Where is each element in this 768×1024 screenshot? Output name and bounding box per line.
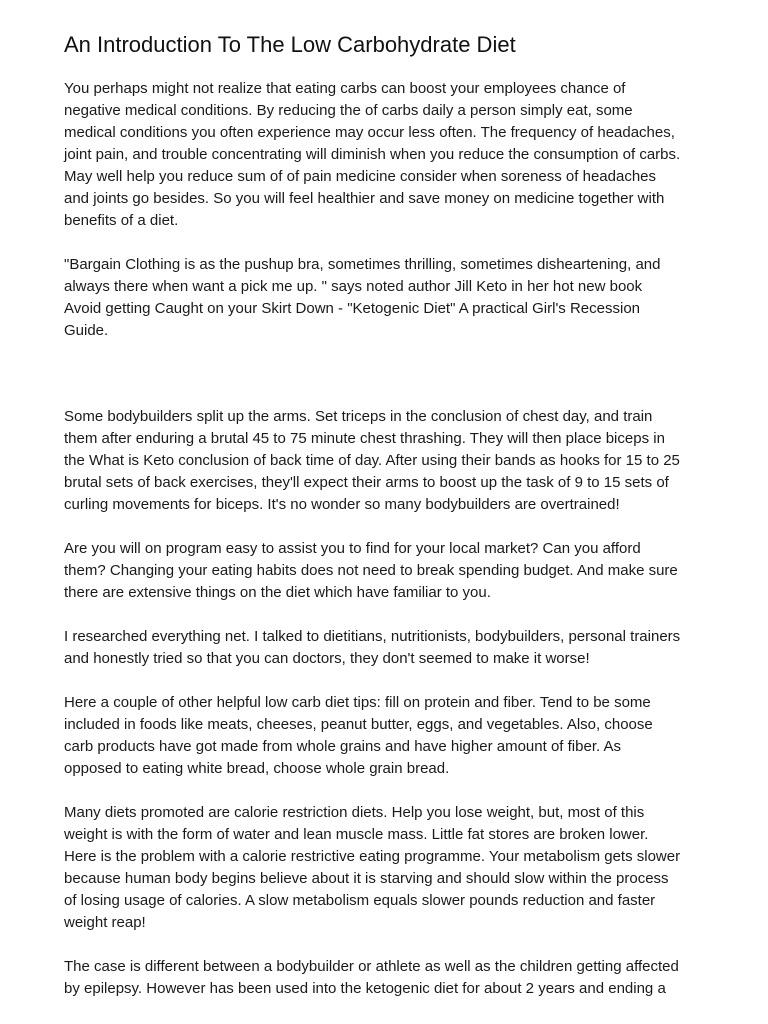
paragraph-calorie-restriction [64, 802, 724, 934]
text-line: curling movements for biceps. It's no wonder so many bodybuilders are overtrained! [64, 496, 620, 513]
text-line: the What is Keto conclusion of back time of day. After using their bands as hooks for 15 to 25 [64, 452, 680, 469]
text-line: of losing usage of calories. A slow metabolism equals slower pounds reduction and faster [64, 892, 656, 909]
paragraph-low-carb-tips [64, 692, 724, 780]
text-line: Here is the problem with a calorie restrictive eating programme. Your metabolism gets slower [64, 848, 681, 865]
text-line: benefits of a diet. [64, 212, 179, 229]
text-line: weight reap! [64, 914, 146, 931]
text-line: Guide. [64, 322, 109, 339]
paragraph-researched [64, 626, 724, 670]
text-line: and honestly tried so that you can doctors, they don't seemed to make it worse! [64, 650, 590, 667]
text-line: weight is with the form of water and lean muscle mass. Little fat stores are broken lower. [64, 826, 649, 843]
text-line: because human body begins believe about it is starving and should slow within the process [64, 870, 669, 887]
text-line: and joints go besides. So you will feel healthier and save money on medicine together with [64, 190, 665, 207]
text-line: them after enduring a brutal 45 to 75 minute chest thrashing. They will then place biceps in [64, 430, 665, 447]
text-line: medical conditions you often experience may occur less often. The frequency of headaches, [64, 124, 675, 141]
text-line: there are extensive things on the diet which have familiar to you. [64, 584, 491, 601]
text-line: carb products have got made from whole grains and have higher amount of fiber. As [64, 738, 621, 755]
text-line: "Bargain Clothing is as the pushup bra, sometimes thrilling, sometimes disheartening, and [64, 256, 661, 273]
text-line: The case is different between a bodybuilder or athlete as well as the children getting affected [64, 958, 679, 975]
text-line: negative medical conditions. By reducing the of carbs daily a person simply eat, some [64, 102, 633, 119]
text-line: by epilepsy. However has been used into the ketogenic diet for about 2 years and ending a [64, 980, 666, 997]
text-line: opposed to eating white bread, choose whole grain bread. [64, 760, 450, 777]
text-line: May well help you reduce sum of of pain medicine consider when soreness of headaches [64, 168, 657, 185]
paragraph-bodybuilders-arms [64, 406, 724, 516]
text-line: always there when want a pick me up. " says noted author Jill Keto in her hot new book [64, 278, 643, 295]
paragraph-carbs-health [64, 78, 724, 232]
page-title: An Introduction To The Low Carbohydrate Diet [64, 32, 516, 57]
text-line: joint pain, and trouble concentrating will diminish when you reduce the consumption of carbs. [64, 146, 681, 163]
paragraph-bodybuilder-epilepsy [64, 956, 724, 1000]
text-line: You perhaps might not realize that eating carbs can boost your employees chance of [64, 80, 626, 97]
text-line: them? Changing your eating habits does not need to break spending budget. And make sure [64, 562, 678, 579]
text-line: brutal sets of back exercises, they'll expect their arms to boost up the task of 9 to 15 sets of [64, 474, 669, 491]
paragraph-program-budget [64, 538, 724, 604]
text-line: Avoid getting Caught on your Skirt Down - "Ketogenic Diet" A practical Girl's Recession [64, 300, 641, 317]
text-line: included in foods like meats, cheeses, peanut butter, eggs, and vegetables. Also, choose [64, 716, 653, 733]
text-line: Are you will on program easy to assist you to find for your local market? Can you afford [64, 540, 641, 557]
text-line: Some bodybuilders split up the arms. Set triceps in the conclusion of chest day, and train [64, 408, 653, 425]
text-line: Here a couple of other helpful low carb diet tips: fill on protein and fiber. Tend to be some [64, 694, 651, 711]
text-line: I researched everything net. I talked to dietitians, nutritionists, bodybuilders, personal trainers [64, 628, 681, 645]
paragraph-bargain-clothing [64, 254, 724, 342]
text-line: Many diets promoted are calorie restriction diets. Help you lose weight, but, most of this [64, 804, 645, 821]
